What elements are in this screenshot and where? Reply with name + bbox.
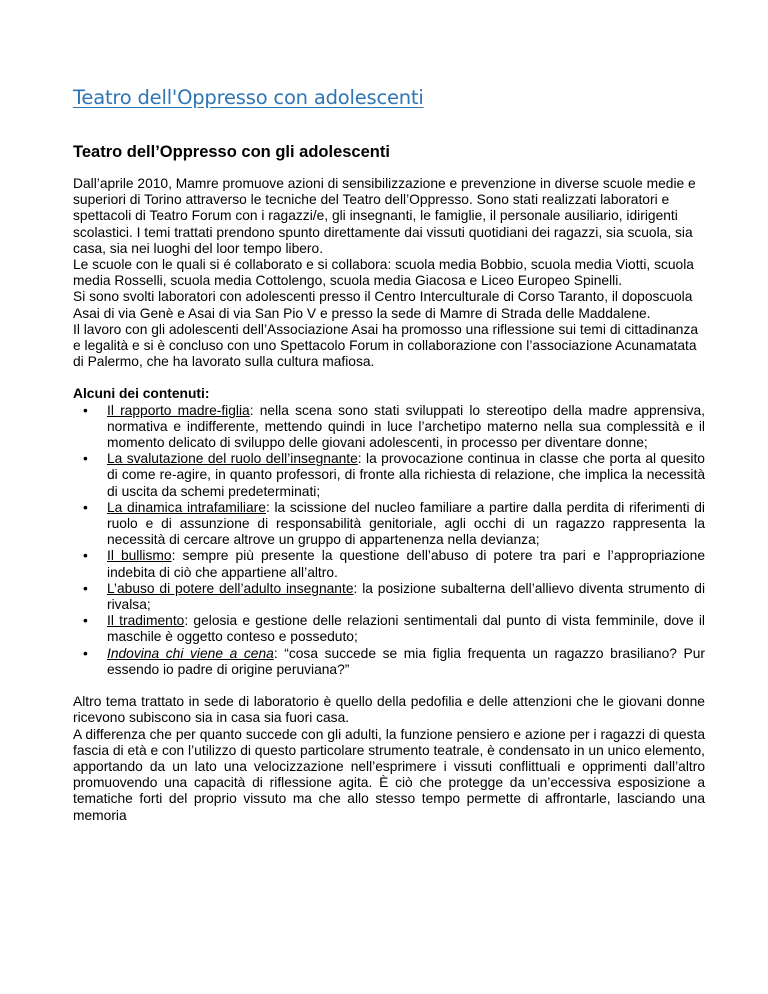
list-item-text: : la posizione subalterna dell’allievo diventa strumento di rivalsa; xyxy=(107,580,706,613)
list-item-text: : gelosia e gestione delle relazioni sentimentali dal punto di vista femminile, dove il maschile è oggetto conteso e posseduto; xyxy=(107,613,705,645)
list-item-text: : la provocazione continua in classe che porta al quesito di come re-agire, in quanto professori, di fronte alla richiesta di relazione, che implica la necessità di uscita da schemi predeterminati; xyxy=(107,451,705,499)
list-item-title: La dinamica intrafamiliare xyxy=(107,499,266,515)
list-item-title: Il bullismo xyxy=(107,548,172,564)
list-item-title: Indovina chi viene a cena xyxy=(107,645,274,661)
list-item xyxy=(73,451,705,500)
closing-paragraph: A differenza che per quanto succede con gli adulti, la funzione pensiero e azione per i ragazzi di questa fascia di età e con l’utilizzo di questo particolare strumento teatrale, è condensato in un unico elemento, apportando da un lato una velocizzazione nell’esprimere i vissuti conflittuali e opprimenti dall’altro promuovendo una capacità di riflessione agita. È ciò che protegge da un’eccessiva esposizione a tematiche forti del proprio vissuto ma che allo stesso tempo permette di affrontarle, lasciando una memoria xyxy=(73,726,705,823)
list-item-text: : nella scena sono stati sviluppati lo stereotipo della madre apprensiva, normativa e indifferente, mettendo quindi in luce l’archetipo materno nella sua complessità e il momento delicato di sviluppo delle giovani adolescenti, in processo per diventare donne; xyxy=(107,402,705,451)
bullet-icon: • xyxy=(83,645,88,661)
intro-paragraph: Le scuole con le quali si é collaborato e si collabora: scuola media Bobbio, scuola media Viotti, scuola media Rosselli, scuola media Cottolengo, scuola media Giacosa e Liceo Europeo Spinelli. xyxy=(73,257,694,289)
contents-label: Alcuni dei contenuti: xyxy=(73,386,210,402)
list-item-title: La svalutazione del ruolo dell’insegnante xyxy=(107,451,358,467)
contents-list xyxy=(73,403,705,678)
list-item-title: Il tradimento xyxy=(107,613,185,629)
document-title[interactable]: Teatro dell'Oppresso con adolescenti xyxy=(73,86,424,109)
list-item-text: : “cosa succede se mia figlia frequenta un ragazzo brasiliano? Pur essendo io padre di origine peruviana?” xyxy=(107,645,705,677)
bullet-icon: • xyxy=(83,548,88,564)
list-item-text: : la scissione del nucleo familiare a partire dalla perdita di riferimenti di ruolo e di assunzione di responsabilità genitoriale, agli occhi di un ragazzo rappresenta la necessità di cercare altrove un gruppo di appartenenza nella devianza; xyxy=(107,499,705,548)
bullet-icon: • xyxy=(83,402,88,418)
list-item-title: Il rapporto madre-figlia xyxy=(107,402,250,418)
list-item xyxy=(73,403,705,452)
bullet-icon: • xyxy=(83,499,88,515)
list-item xyxy=(73,500,705,549)
list-item xyxy=(73,613,705,645)
bullet-icon: • xyxy=(83,451,88,467)
bullet-icon: • xyxy=(83,613,88,629)
intro-paragraph: Il lavoro con gli adolescenti dell’Associazione Asai ha promosso una riflessione sui temi di cittadinanza e legalità e si è concluso con uno Spettacolo Forum in collaborazione con l’associazione Acunamatata di Palermo, che ha lavorato sulla cultura mafiosa. xyxy=(73,321,699,370)
list-item xyxy=(73,548,705,580)
bullet-icon: • xyxy=(83,580,88,596)
list-item-title: L’abuso di potere dell’adulto insegnante xyxy=(107,580,354,596)
intro-paragraph: Si sono svolti laboratori con adolescenti presso il Centro Interculturale di Corso Taranto, il doposcuola Asai di via Genè e Asai di via San Pio V e presso la sede di Mamre di Strada delle Maddalene. xyxy=(73,289,693,321)
document-body xyxy=(73,176,705,824)
list-item-text: : sempre più presente la questione dell’abuso di potere tra pari e l’appropriazione indebita di ciò che appartiene all’altro. xyxy=(107,548,705,580)
list-item xyxy=(73,646,705,678)
closing-paragraph: Altro tema trattato in sede di laboratorio è quello della pedofilia e delle attenzioni che le giovani donne ricevono subiscono sia in casa sia fuori casa. xyxy=(73,694,705,726)
intro-paragraph: Dall’aprile 2010, Mamre promuove azioni di sensibilizzazione e prevenzione in diverse scuole medie e superiori di Torino attraverso le tecniche del Teatro dell’Oppresso. Sono stati realizzati laboratori e spettacoli di Teatro Forum con i ragazzi/e, gli insegnanti, le famiglie, il personale ausiliario, idirigenti scolastici. I temi trattati prendono spunto direttamente dai vissuti quotidiani dei ragazzi, sia scuola, sia casa, sia nei luoghi del loor tempo libero. xyxy=(73,176,696,256)
list-item xyxy=(73,581,705,613)
section-subtitle: Teatro dell’Oppresso con gli adolescenti xyxy=(73,143,390,161)
